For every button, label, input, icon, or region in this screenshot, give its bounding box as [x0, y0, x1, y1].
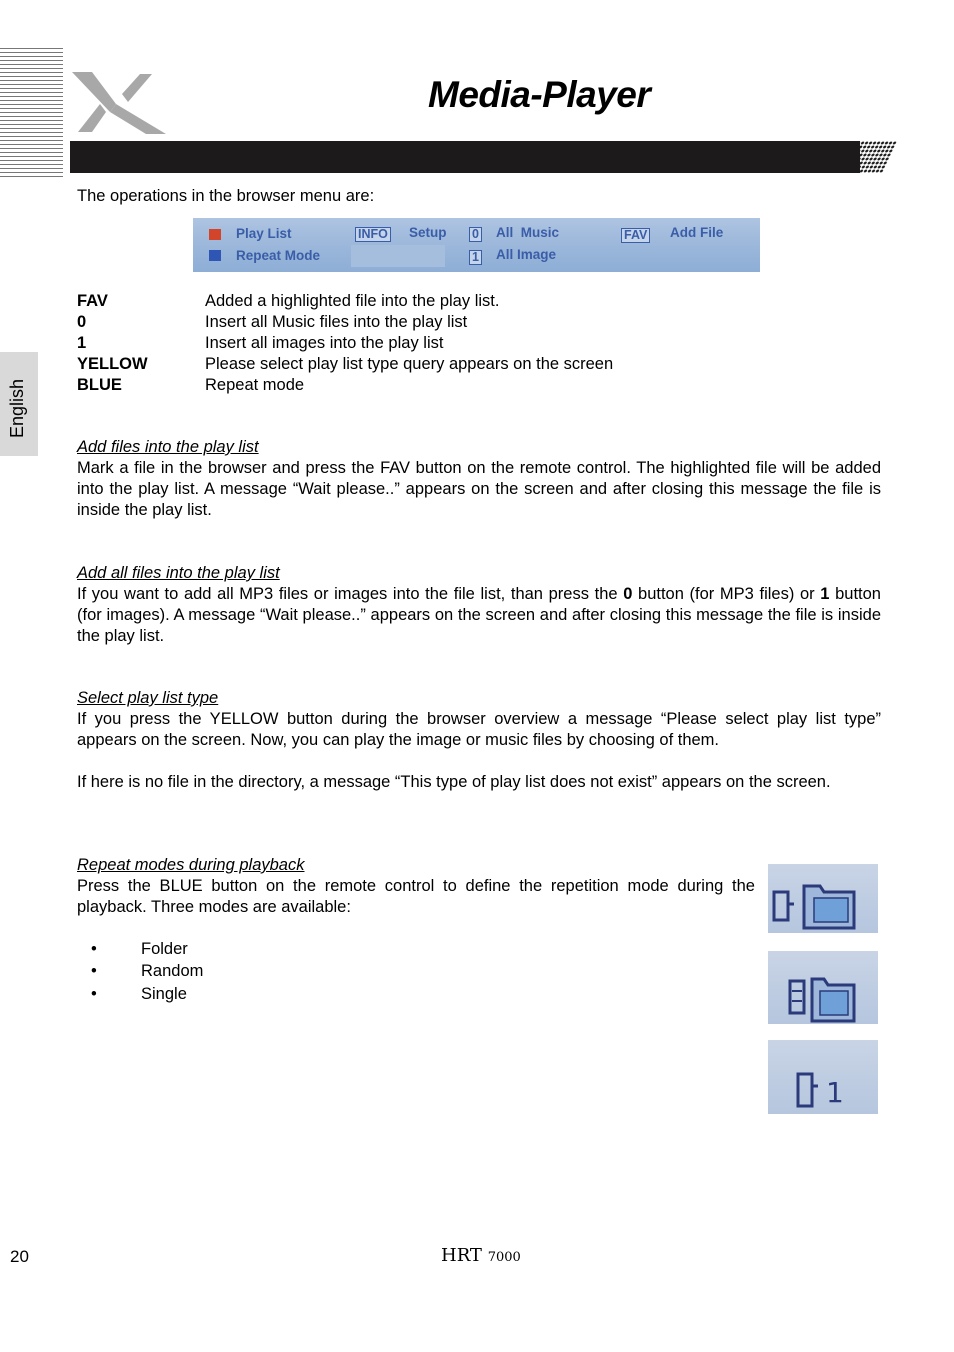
key-yellow-desc: Please select play list type query appears on the screen — [205, 355, 614, 373]
key-yellow: YELLOW — [77, 355, 148, 373]
bullet-icon: • — [91, 985, 97, 1003]
language-tab — [0, 352, 38, 456]
key-blue: BLUE — [77, 376, 122, 394]
mode-folder: Folder — [141, 940, 188, 958]
repeat-random-icon — [768, 951, 878, 1024]
repeat-single-icon — [768, 1040, 878, 1114]
key-fav-desc: Added a highlighted file into the play list. — [205, 292, 500, 310]
intro-text: The operations in the browser menu are: — [77, 187, 375, 205]
menu-all-music: All Music — [496, 225, 560, 240]
menu-all-image: All Image — [496, 247, 557, 262]
menu-key-0: 0 — [469, 227, 482, 242]
para-no-file: If here is no file in the directory, a message “This type of play list does not exist” appears on the screen. — [77, 773, 831, 791]
key-0-desc: Insert all Music files into the play list — [205, 313, 468, 331]
para-repeat: Press the BLUE button on the remote control to define the repetition mode during the playback. Three modes are available: — [77, 877, 755, 916]
menu-info-key: INFO — [355, 227, 391, 242]
language-label: English — [7, 378, 27, 438]
menu-play-list: Play List — [236, 226, 292, 241]
para-add-files: Mark a file in the browser and press the FAV button on the remote control. The highlighted file will be added into the play list. A message “Wait please..” appears on the screen and after closing this message the file is inside the play list. — [77, 459, 881, 519]
bold-key-1: 1 — [820, 585, 830, 603]
heading-add-files: Add files into the play list — [77, 438, 259, 456]
key-fav: FAV — [77, 292, 108, 310]
header-stripes — [0, 48, 63, 178]
key-1: 1 — [77, 334, 87, 352]
key-1-desc: Insert all images into the play list — [205, 334, 444, 352]
bold-key-0: 0 — [623, 585, 633, 603]
para-select-type: If you press the YELLOW button during the browser overview a message “Please select play list type” appears on the screen. Now, you can play the image or music files by choosing of them. — [77, 710, 881, 749]
browser-menu-screenshot — [193, 218, 760, 272]
x-logo — [70, 70, 170, 138]
bullet-icon: • — [91, 962, 97, 980]
mode-random: Random — [141, 962, 204, 980]
heading-repeat: Repeat modes during playback — [77, 856, 305, 874]
key-blue-desc: Repeat mode — [205, 376, 305, 394]
repeat-folder-icon — [768, 864, 878, 933]
page-number: 20 — [10, 1247, 29, 1266]
key-0: 0 — [77, 313, 87, 331]
svg-text:1: 1 — [826, 1076, 844, 1109]
menu-setup: Setup — [409, 225, 447, 240]
para-add-all: If you want to add all MP3 files or images into the file list, than press the 0 button (for MP3 files) or 1 button (for images). A message “Wait please..” appears on the screen and after closing this message the file is inside the play list. — [77, 585, 881, 645]
menu-repeat-mode: Repeat Mode — [236, 248, 321, 263]
menu-key-1: 1 — [469, 250, 482, 265]
header-bar — [70, 141, 860, 173]
heading-select-type: Select play list type — [77, 689, 219, 707]
menu-fav-key: FAV — [621, 228, 650, 243]
menu-empty-panel — [351, 245, 445, 267]
page-title: Media-Player — [428, 74, 651, 115]
heading-add-all: Add all files into the play list — [77, 564, 280, 582]
blue-key-icon — [209, 250, 221, 261]
mode-single: Single — [141, 985, 187, 1003]
bullet-icon: • — [91, 940, 97, 958]
menu-add-file: Add File — [670, 225, 724, 240]
red-key-icon — [209, 229, 221, 240]
footer-model: HRT 7000 — [441, 1245, 521, 1266]
